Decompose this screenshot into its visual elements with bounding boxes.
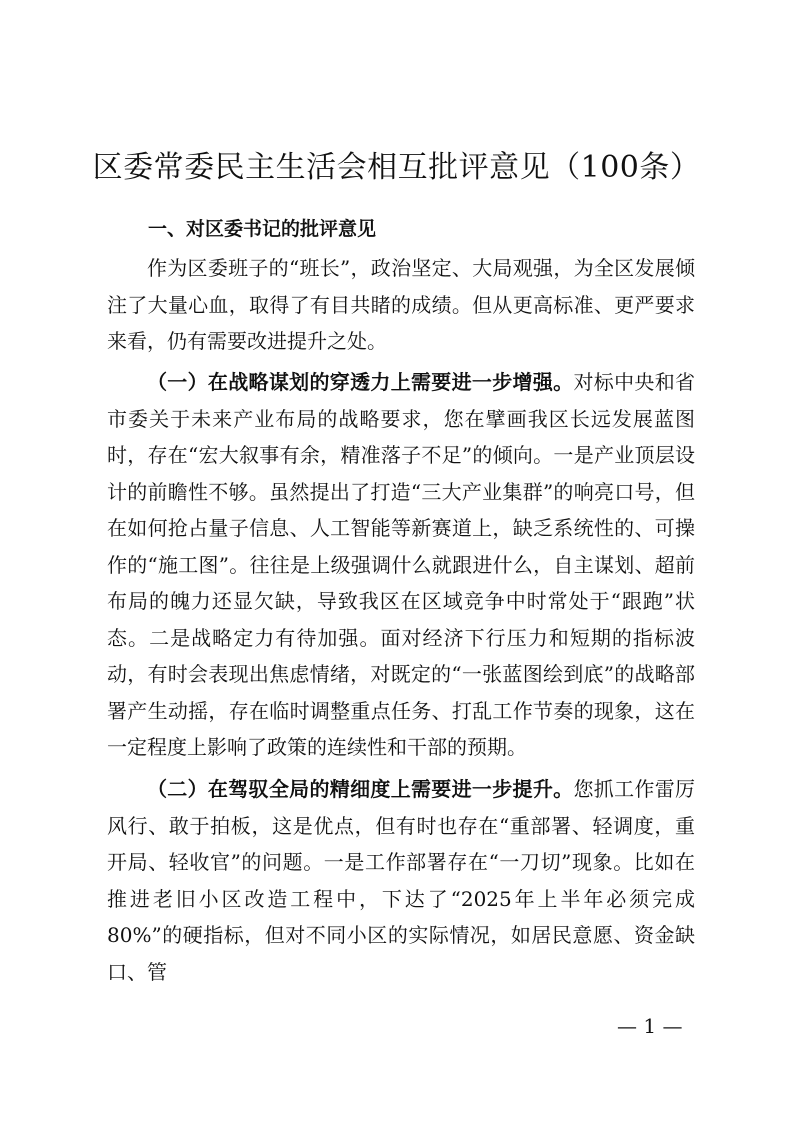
paragraph-intro — [107, 250, 695, 360]
paragraph-lead: （二）在驾驭全局的精细度上需要进一步提升。 — [147, 777, 574, 801]
paragraph-text: 对标中央和省市委关于未来产业布局的战略要求，您在擘画我区长远发展蓝图时，存在“宏大叙事有余，精准落子不足”的倾向。一是产业顶层设计的前瞻性不够。虽然提出了打造“三大产业集群”的响亮口号，但在如何抢占量子信息、人工智能等新赛道上，缺乏系统性的、可操作的“施工图”。往往是上级强调什么就跟进什么，自主谋划、超前布局的魄力还显欠缺，导致我区在区域竞争中时常处于“跟跑”状态。二是战略定力有待加强。面对经济下行压力和短期的指标波动，有时会表现出焦虑情绪，对既定的“一张蓝图绘到底”的战略部署产生动摇，存在临时调整重点任务、打乱工作节奏的现象，这在一定程度上影响了政策的连续性和干部的预期。 — [107, 370, 696, 759]
paragraph-strategy — [107, 364, 695, 766]
page-number: — 1 — — [617, 1014, 683, 1038]
paragraph-overall-control — [107, 771, 695, 990]
paragraph-text: 您抓工作雷厉风行、敢于拍板，这是优点，但有时也存在“重部署、轻调度，重开局、轻收官”的问题。一是工作部署存在“一刀切”现象。比如在推进老旧小区改造工程中，下达了“2025年上半年必须完成80%”的硬指标，但对不同小区的实际情况，如居民意愿、资金缺口、管 — [107, 777, 696, 984]
section-heading: 一、对区委书记的批评意见 — [148, 218, 377, 240]
paragraph-lead: （一）在战略谋划的穿透力上需要进一步增强。 — [147, 370, 574, 394]
document-title: 区委常委民主生活会相互批评意见（100条） — [92, 150, 701, 185]
paragraph-text: 作为区委班子的“班长”，政治坚定、大局观强，为全区发展倾注了大量心血，取得了有目共睹的成绩。但从更高标准、更严要求来看，仍有需要改进提升之处。 — [107, 256, 695, 353]
